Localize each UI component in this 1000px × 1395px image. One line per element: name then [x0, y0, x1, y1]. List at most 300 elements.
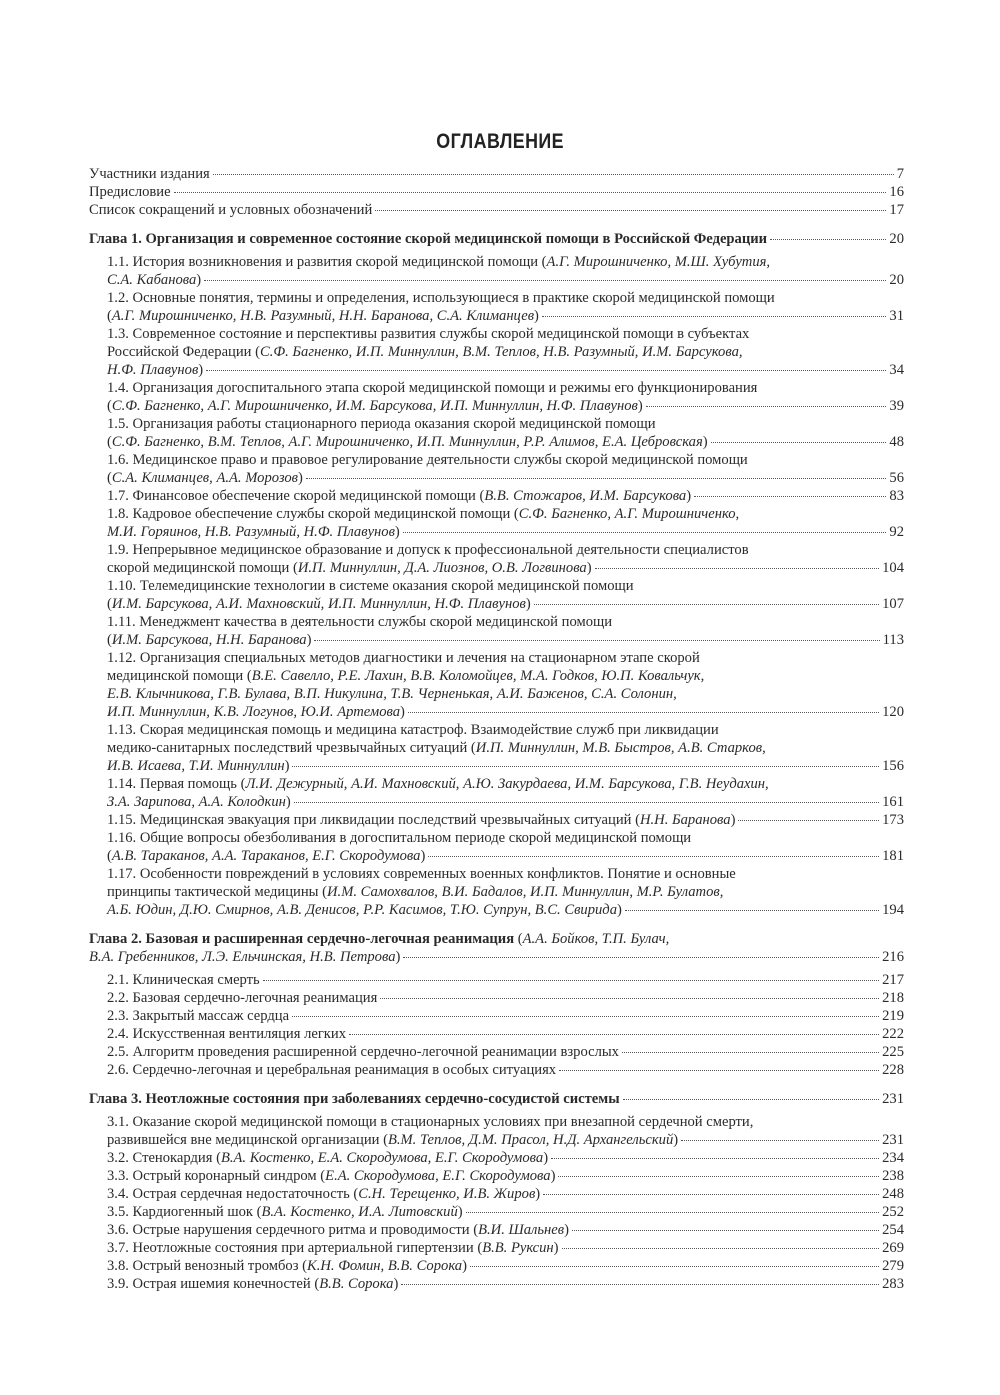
entry-title: )	[285, 794, 291, 810]
toc-entry[interactable]	[89, 1239, 904, 1257]
entry-text	[107, 487, 691, 505]
toc-entry-line	[107, 703, 904, 721]
entry-authors: И.М. Барсукова, Н.Н. Баранова	[111, 632, 307, 648]
page-number: 216	[882, 949, 904, 965]
entry-title: 3.2. Стенокардия (	[107, 1150, 221, 1166]
dot-leader	[625, 910, 879, 911]
toc-section	[89, 230, 904, 919]
entry-text	[107, 1007, 289, 1025]
entry-text	[107, 883, 723, 901]
entry-text	[107, 847, 425, 865]
entry-text	[107, 505, 739, 523]
entry-authors: С.Ф. Багненко, А.Г. Мирошниченко, И.М. Барсукова, И.П. Миннуллин, Н.Ф. Плавунов	[111, 398, 638, 414]
page-number: 17	[889, 202, 904, 218]
dot-leader	[770, 239, 886, 240]
page-number: 252	[882, 1204, 904, 1220]
entry-authors: С.Ф. Багненко, В.М. Теплов, А.Г. Мирошниченко, И.П. Миннуллин, Р.Р. Алимов, Е.А. Цебровская	[111, 434, 703, 450]
entry-text	[107, 1185, 540, 1203]
page-number: 279	[882, 1258, 904, 1274]
page-title	[0, 130, 1000, 154]
entry-title: 1.15. Медицинская эвакуация при ликвидации последствий чрезвычайных ситуаций (	[107, 812, 640, 828]
entry-title: )	[564, 1222, 569, 1238]
entry-title: (	[107, 632, 112, 648]
entry-title: 1.13. Скорая медицинская помощь и медицина катастроф. Взаимодействие служб при ликвидации	[107, 722, 719, 738]
entry-title: )	[617, 902, 622, 918]
toc-entry-line	[107, 757, 904, 775]
dot-leader	[206, 370, 886, 371]
entry-text	[107, 595, 531, 613]
toc-entry[interactable]	[89, 865, 904, 919]
entry-text	[107, 1239, 559, 1257]
entry-text	[107, 793, 291, 811]
toc-entry[interactable]	[89, 1257, 904, 1275]
entry-authors: И.П. Миннуллин, Д.А. Лиознов, О.В. Логвинова	[297, 560, 587, 576]
entry-title: 3.7. Неотложные состояния при артериальной гипертензии (	[107, 1240, 483, 1256]
page-number: 161	[882, 794, 904, 810]
toc-entry-line	[107, 667, 904, 685]
entry-title: 1.1. История возникновения и развития скорой медицинской помощи (	[107, 254, 547, 270]
entry-text	[107, 721, 719, 739]
toc-entry-line	[107, 1061, 904, 1079]
entry-title: 3.8. Острый венозный тромбоз (	[107, 1258, 308, 1274]
toc-entry-line	[107, 469, 904, 487]
entry-text	[89, 183, 171, 201]
dot-leader	[534, 604, 879, 605]
entry-authors: А.А. Бойков, Т.П. Булач,	[522, 931, 670, 947]
entry-text	[107, 271, 201, 289]
entry-text	[89, 930, 669, 948]
dot-leader	[623, 1099, 880, 1100]
page-number: 34	[889, 362, 904, 378]
toc-entry-line	[89, 183, 904, 201]
dot-leader	[551, 1158, 879, 1159]
dot-leader	[213, 174, 894, 175]
entry-authors: И.М. Самохвалов, В.И. Бадалов, И.П. Миннуллин, М.Р. Булатов,	[327, 884, 724, 900]
dot-leader	[204, 280, 886, 281]
toc-entry-line	[107, 577, 904, 595]
entry-title: )	[284, 758, 290, 774]
toc-entry-line	[107, 271, 904, 289]
entry-title: 3.4. Острая сердечная недостаточность (	[107, 1186, 359, 1202]
toc-entry[interactable]	[89, 289, 904, 325]
entry-title: 3.1. Оказание скорой медицинской помощи в стационарных условиях при внезапной сердечной смерти,	[107, 1114, 754, 1130]
dot-leader	[292, 1016, 879, 1017]
entry-authors: И.М. Барсукова, А.И. Махновский, И.П. Миннуллин, Н.Ф. Плавунов	[111, 596, 526, 612]
toc-entry[interactable]	[89, 1221, 904, 1239]
toc-entry-line	[107, 1113, 904, 1131]
page-number: 120	[882, 704, 904, 720]
toc-chapter-entry[interactable]	[89, 1090, 904, 1108]
entry-text	[107, 703, 405, 721]
toc-entry-line	[107, 289, 904, 307]
entry-text	[107, 1061, 556, 1079]
page-number: 219	[882, 1008, 904, 1024]
entry-title: (	[107, 848, 112, 864]
toc-entry-line	[107, 685, 904, 703]
entry-authors: З.А. Зарипова, А.А. Колодкин	[107, 794, 286, 810]
dot-leader	[543, 1194, 879, 1195]
toc-entry-line	[89, 230, 904, 248]
entry-title: 2.4. Искусственная вентиляция легких	[107, 1026, 347, 1042]
toc-entry[interactable]	[89, 577, 904, 613]
dot-leader	[375, 210, 886, 211]
toc-entry-line	[89, 201, 904, 219]
toc-entry-line	[107, 721, 904, 739]
entry-title: 2.1. Клиническая смерть	[107, 972, 260, 988]
entry-title: 2.3. Закрытый массаж сердца	[107, 1008, 290, 1024]
dot-leader	[558, 1176, 879, 1177]
toc-chapter-entry[interactable]	[89, 930, 904, 966]
dot-leader	[711, 442, 887, 443]
toc-entry-line	[107, 1149, 904, 1167]
toc-entry[interactable]	[89, 1275, 904, 1293]
entry-authors: Л.И. Дежурный, А.И. Махновский, А.Ю. Закурдаева, И.М. Барсукова, Г.В. Неудахин,	[245, 776, 769, 792]
toc-entry-line	[107, 1185, 904, 1203]
entry-authors: И.В. Исаева, Т.И. Миннуллин	[107, 758, 285, 774]
entry-title: (	[107, 434, 112, 450]
page-number: 234	[882, 1150, 904, 1166]
entry-title: 1.2. Основные понятия, термины и определения, использующиеся в практике скорой медицинской помощи	[107, 290, 775, 306]
entry-text	[107, 559, 592, 577]
page-number: 194	[882, 902, 904, 918]
entry-title: (	[107, 596, 112, 612]
toc-entry[interactable]	[89, 379, 904, 415]
entry-text	[89, 201, 372, 219]
entry-text	[89, 948, 400, 966]
toc-entry-line	[107, 901, 904, 919]
table-of-contents	[89, 165, 904, 1304]
page-number: 113	[882, 632, 904, 648]
entry-text	[107, 1203, 463, 1221]
toc-entry[interactable]	[89, 811, 904, 829]
toc-entry[interactable]	[89, 1025, 904, 1043]
entry-title: 1.14. Первая помощь (	[107, 776, 246, 792]
entry-authors: С.Н. Терещенко, И.В. Жиров	[358, 1186, 536, 1202]
toc-entry-line	[107, 1167, 904, 1185]
toc-entry-line	[107, 1257, 904, 1275]
entry-title: 1.7. Финансовое обеспечение скорой медицинской помощи (	[107, 488, 485, 504]
entry-authors: А.Б. Юдин, Д.Ю. Смирнов, А.В. Денисов, Р.Р. Касимов, Т.Ю. Супрун, В.С. Свирида	[107, 902, 617, 918]
toc-entry-line	[107, 1025, 904, 1043]
entry-title: 1.10. Телемедицинские технологии в системе оказания скорой медицинской помощи	[107, 578, 634, 594]
toc-entry[interactable]	[89, 613, 904, 649]
entry-title: 1.6. Медицинское право и правовое регулирование деятельности службы скорой медицинской помощи	[107, 452, 748, 468]
entry-title: (	[107, 308, 112, 324]
entry-authors: И.П. Миннуллин, М.В. Быстров, А.В. Старков,	[475, 740, 766, 756]
entry-text	[107, 253, 770, 271]
entry-text	[107, 541, 749, 559]
entry-title: 3.6. Острые нарушения сердечного ритма и проводимости (	[107, 1222, 479, 1238]
toc-entry[interactable]	[89, 325, 904, 379]
toc-entry-line	[89, 165, 904, 183]
entry-title: 1.11. Менеджмент качества в деятельности службы скорой медицинской помощи	[107, 614, 613, 630]
entry-text	[107, 685, 677, 703]
entry-title: медико-санитарных последствий чрезвычайных ситуаций (	[107, 740, 476, 756]
entry-text	[107, 325, 749, 343]
entry-title: 1.8. Кадровое обеспечение службы скорой медицинской помощи (	[107, 506, 519, 522]
entry-title: )	[730, 812, 736, 828]
entry-authors: В.Е. Савелло, Р.Е. Лахин, В.В. Коломойцев, М.А. Годков, Ю.П. Ковальчук,	[251, 668, 705, 684]
toc-entry-line	[107, 1131, 904, 1149]
entry-title: 2.2. Базовая сердечно-легочная реанимация	[107, 990, 378, 1006]
entry-authors: С.А. Климанцев, А.А. Морозов	[111, 470, 298, 486]
toc-entry-line	[107, 433, 904, 451]
entry-authors: Е.А. Скородумова, Е.Г. Скородумова	[325, 1168, 551, 1184]
entry-authors: К.Н. Фомин, В.В. Сорока	[307, 1258, 463, 1274]
page-number: 104	[882, 560, 904, 576]
toc-entry[interactable]	[89, 165, 904, 183]
page-number: 20	[889, 272, 904, 288]
toc-entry[interactable]	[89, 829, 904, 865]
entry-authors: В.В. Руксин	[482, 1240, 554, 1256]
dot-leader	[466, 1212, 879, 1213]
page-number: 254	[882, 1222, 904, 1238]
toc-entry-line	[107, 541, 904, 559]
page-number: 173	[882, 812, 904, 828]
toc-entry[interactable]	[89, 989, 904, 1007]
toc-entry[interactable]	[89, 487, 904, 505]
entry-authors: И.П. Миннуллин, К.В. Логунов, Ю.И. Артемова	[107, 704, 401, 720]
entry-title: )	[586, 560, 592, 576]
dot-leader	[306, 478, 887, 479]
entry-text	[107, 1221, 569, 1239]
entry-title: принципы тактической медицины (	[107, 884, 327, 900]
toc-entry-line	[107, 793, 904, 811]
entry-title: Список сокращений и условных обозначений	[89, 202, 373, 218]
entry-title: )	[395, 949, 401, 965]
entry-title: )	[306, 632, 312, 648]
entry-title: скорой медицинской помощи (	[107, 560, 298, 576]
toc-entry-line	[107, 829, 904, 847]
entry-text	[107, 343, 743, 361]
page-number: 231	[882, 1091, 904, 1107]
dot-leader	[572, 1230, 879, 1231]
entry-text	[107, 971, 260, 989]
entry-text	[107, 433, 708, 451]
dot-leader	[174, 192, 887, 193]
toc-entry-line	[107, 379, 904, 397]
dot-leader	[380, 998, 879, 999]
page-number: 48	[889, 434, 904, 450]
entry-title: 2.5. Алгоритм проведения расширенной сердечно-легочной реанимации взрослых	[107, 1044, 619, 1060]
entry-title: )	[198, 362, 204, 378]
entry-title: 1.12. Организация специальных методов диагностики и лечения на стационарном этапе скорой	[107, 650, 700, 666]
entry-text	[107, 361, 203, 379]
entry-title: 1.17. Особенности повреждений в условиях современных военных конфликтов. Понятие и основные	[107, 866, 736, 882]
page-number: 231	[882, 1132, 904, 1148]
toc-entry[interactable]	[89, 775, 904, 811]
entry-title: 3.5. Кардиогенный шок (	[107, 1204, 262, 1220]
toc-entry-line	[107, 1221, 904, 1239]
entry-text	[107, 1149, 548, 1167]
entry-text	[107, 811, 735, 829]
dot-leader	[314, 640, 879, 641]
dot-leader	[595, 568, 880, 569]
entry-authors: В.И. Шальнев	[478, 1222, 565, 1238]
entry-text	[107, 989, 377, 1007]
toc-entry[interactable]	[89, 415, 904, 451]
toc-entry-line	[107, 415, 904, 433]
entry-title: 1.5. Организация работы стационарного периода оказания скорой медицинской помощи	[107, 416, 656, 432]
entry-title: Глава 2. Базовая и расширенная сердечно-легочная реанимация	[89, 931, 515, 947]
entry-title: Глава 3. Неотложные состояния при заболеваниях сердечно-сосудистой системы	[89, 1091, 620, 1107]
toc-entry-line	[107, 451, 904, 469]
page-number: 7	[896, 166, 904, 182]
toc-entry-line	[107, 1203, 904, 1221]
entry-text	[107, 379, 757, 397]
entry-title: )	[686, 488, 692, 504]
page-number: 283	[882, 1276, 904, 1292]
entry-title: )	[298, 470, 303, 486]
entry-text	[107, 1025, 346, 1043]
toc-entry-line	[89, 930, 904, 948]
page-number: 92	[889, 524, 904, 540]
dot-leader	[408, 712, 879, 713]
toc-entry-line	[107, 631, 904, 649]
entry-authors: Е.В. Клычникова, Г.В. Булава, В.П. Никулина, Т.В. Черненькая, А.И. Баженов, С.А. Солонин,	[107, 686, 677, 702]
entry-authors: В.В. Стожаров, И.М. Барсукова	[484, 488, 687, 504]
toc-entry-line	[107, 343, 904, 361]
page-number: 156	[882, 758, 904, 774]
entry-text	[107, 1113, 753, 1131]
entry-title: (	[514, 931, 523, 947]
dot-leader	[403, 957, 879, 958]
dot-leader	[622, 1052, 879, 1053]
page-number: 222	[882, 1026, 904, 1042]
toc-chapter-entry[interactable]	[89, 230, 904, 248]
toc-entry[interactable]	[89, 1113, 904, 1149]
dot-leader	[559, 1070, 879, 1071]
toc-entry-line	[107, 613, 904, 631]
entry-authors: С.Ф. Багненко, И.П. Миннуллин, В.М. Теплов, Н.В. Разумный, И.М. Барсукова,	[260, 344, 743, 360]
entry-text	[107, 1257, 467, 1275]
toc-entry-line	[107, 1007, 904, 1025]
toc-entry-line	[107, 325, 904, 343]
entry-text	[89, 1090, 620, 1108]
toc-entry[interactable]	[89, 1203, 904, 1221]
toc-entry-line	[107, 253, 904, 271]
entry-authors: С.Ф. Багненко, А.Г. Мирошниченко,	[518, 506, 740, 522]
entry-text	[107, 1043, 619, 1061]
entry-title: )	[394, 524, 400, 540]
entry-title: (	[107, 398, 112, 414]
toc-entry-line	[89, 948, 904, 966]
dot-leader	[694, 496, 886, 497]
entry-title: 3.9. Острая ишемия конечностей (	[107, 1276, 320, 1292]
toc-entry-line	[107, 739, 904, 757]
dot-leader	[470, 1266, 879, 1267]
entry-authors: В.А. Костенко, Е.А. Скородумова, Е.Г. Скородумова	[220, 1150, 544, 1166]
toc-entry-line	[107, 811, 904, 829]
entry-title: Российской Федерации (	[107, 344, 260, 360]
entry-text	[107, 901, 622, 919]
entry-text	[107, 739, 766, 757]
entry-text	[107, 577, 634, 595]
toc-entry-line	[107, 523, 904, 541]
entry-text	[107, 451, 748, 469]
dot-leader	[349, 1034, 879, 1035]
entry-text	[107, 775, 769, 793]
dot-leader	[263, 980, 879, 981]
entry-authors: А.Г. Мирошниченко, Н.В. Разумный, Н.Н. Баранова, С.А. Климанцев	[111, 308, 535, 324]
dot-leader	[738, 820, 879, 821]
page-number: 39	[889, 398, 904, 414]
toc-entry[interactable]	[89, 721, 904, 775]
entry-title: 1.4. Организация догоспитального этапа скорой медицинской помощи и режимы его функционирования	[107, 380, 758, 396]
toc-entry-line	[107, 307, 904, 325]
entry-text	[107, 1131, 678, 1149]
toc-entry-line	[107, 595, 904, 613]
entry-text	[107, 865, 736, 883]
toc-entry-line	[107, 487, 904, 505]
page-number: 217	[882, 972, 904, 988]
toc-entry[interactable]	[89, 1043, 904, 1061]
entry-title: )	[702, 434, 708, 450]
entry-title: Участники издания	[89, 166, 210, 182]
toc-entry[interactable]	[89, 451, 904, 487]
toc-entry[interactable]	[89, 1185, 904, 1203]
toc-entry-line	[107, 775, 904, 793]
entry-title: )	[673, 1132, 679, 1148]
toc-entry[interactable]	[89, 1007, 904, 1025]
entry-title: )	[553, 1240, 559, 1256]
toc-entry[interactable]	[89, 649, 904, 721]
toc-entry[interactable]	[89, 253, 904, 289]
toc-entry[interactable]	[89, 1149, 904, 1167]
toc-entry[interactable]	[89, 541, 904, 577]
toc-entry[interactable]	[89, 971, 904, 989]
entry-text	[107, 649, 700, 667]
page-number: 218	[882, 990, 904, 1006]
entry-title: 1.9. Непрерывное медицинское образование и допуск к профессиональной деятельности специалистов	[107, 542, 749, 558]
entry-authors: Н.Н. Баранова	[639, 812, 731, 828]
entry-title: )	[543, 1150, 549, 1166]
entry-title: )	[535, 1186, 541, 1202]
dot-leader	[292, 766, 879, 767]
toc-entry[interactable]	[89, 1167, 904, 1185]
entry-title: )	[462, 1258, 467, 1274]
toc-entry[interactable]	[89, 183, 904, 201]
page-number: 20	[889, 231, 904, 247]
entry-authors: А.Г. Мирошниченко, М.Ш. Хубутия,	[546, 254, 771, 270]
dot-leader	[401, 1284, 879, 1285]
toc-entry-line	[107, 971, 904, 989]
entry-authors: М.И. Горяинов, Н.В. Разумный, Н.Ф. Плавунов	[107, 524, 395, 540]
toc-entry-line	[107, 1275, 904, 1293]
entry-title: 3.3. Острый коронарный синдром (	[107, 1168, 326, 1184]
page-number: 107	[882, 596, 904, 612]
page-number: 181	[882, 848, 904, 864]
entry-text	[107, 523, 400, 541]
page-number: 83	[889, 488, 904, 504]
dot-leader	[294, 802, 879, 803]
entry-text	[107, 667, 704, 685]
entry-title: Глава 1. Организация и современное состояние скорой медицинской помощи в Российской Федерации	[89, 231, 768, 247]
entry-title: )	[420, 848, 426, 864]
entry-title: )	[534, 308, 539, 324]
toc-section	[89, 1090, 904, 1293]
page-number: 16	[889, 184, 904, 200]
entry-text	[107, 307, 539, 325]
toc-entry[interactable]	[89, 1061, 904, 1079]
dot-leader	[681, 1140, 879, 1141]
page-number: 269	[882, 1240, 904, 1256]
toc-entry[interactable]	[89, 201, 904, 219]
page-number: 225	[882, 1044, 904, 1060]
toc-section	[89, 930, 904, 1079]
entry-title: )	[637, 398, 643, 414]
toc-entry[interactable]	[89, 505, 904, 541]
